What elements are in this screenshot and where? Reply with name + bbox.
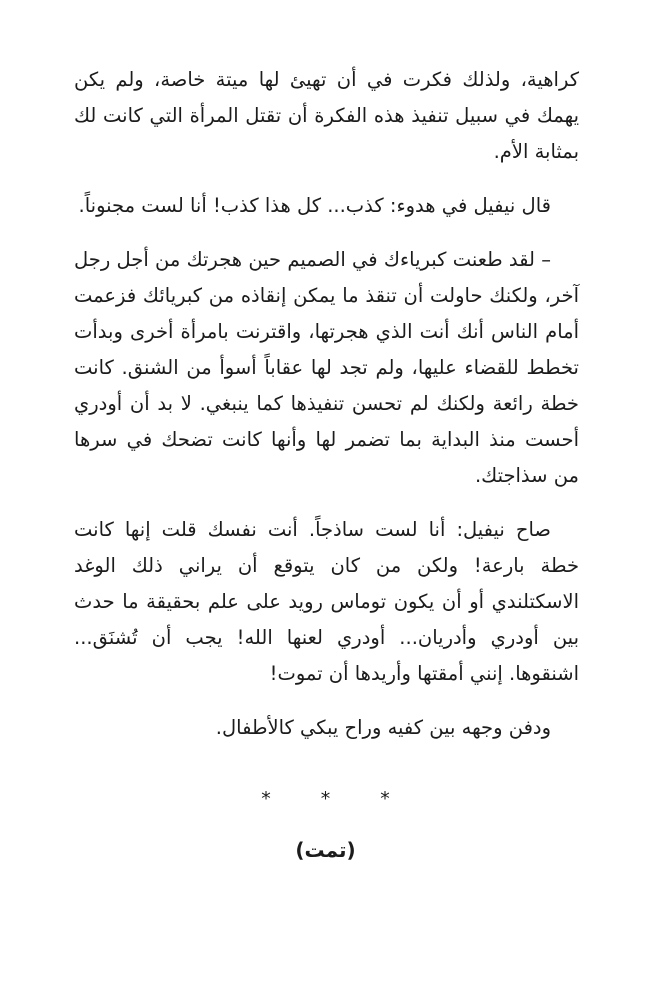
paragraph-final: ودفن وجهه بين كفيه وراح يبكي كالأطفال. [215,716,551,739]
section-separator: * * * [261,788,412,810]
paragraph-neville-outburst: صاح نيفيل: أنا لست ساذجاً. أنت نفسك قلت إنها كانت خطة بارعة! ولكن من كان يتوقع أن يراني ذلك الوغد الاسكتلندي أو أن يكون توماس رويد على علم بحقيقة ما حدث بين أودري وأدريان... أودري لعنها الله! يجب أن تُشنَق... اشنقوها. إنني أمقتها وأريدها أن تموت! [74,518,579,685]
the-end-mark: (تمت) [295,838,356,862]
paragraph-continuation: كراهية، ولذلك فكرت في أن تهيئ لها ميتة خاصة، ولم يكن يهمك في سبيل تنفيذ هذه الفكرة أن تقتل المرأة التي كانت لك بمثابة الأم. [74,68,579,163]
page-body-text [74,62,579,746]
paragraph-accusation: – لقد طعنت كبرياءك في الصميم حين هجرتك من أجل رجل آخر، ولكنك حاولت أن تنقذ ما يمكن إنقاذه من كبريائك فزعمت أمام الناس أنك أنت الذي هجرتها، واقترنت بامرأة أخرى وبدأت تخطط للقضاء عليها، ولم تجد لها عقاباً أسوأ من الشنق. كانت خطة رائعة ولكنك لم تحسن تنفيذها كما ينبغي. لا بد أن أودري أحست منذ البداية بما تضمر لها وأنها كانت تضحك في سرها من سذاجتك. [74,248,579,487]
paragraph-neville-denial: قال نيفيل في هدوء: كذب... كل هذا كذب! أنا لست مجنوناً. [78,194,551,217]
